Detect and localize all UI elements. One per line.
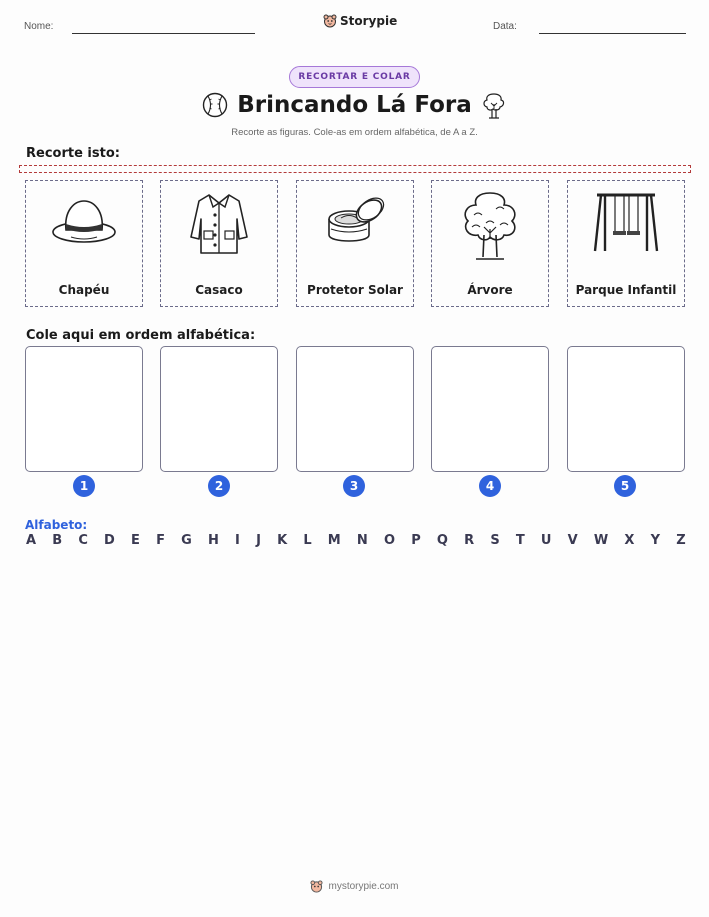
date-label: Data: [493, 21, 517, 32]
alphabet-letter: D [104, 533, 115, 548]
card-label: Parque Infantil [575, 283, 677, 297]
sunscreen-jar-icon [323, 189, 387, 251]
activity-badge: RECORTAR E COLAR [289, 66, 420, 88]
slot-number-4: 4 [479, 475, 501, 497]
alphabet-letter: L [303, 533, 312, 548]
name-label: Nome: [24, 21, 54, 32]
instructions: Recorte as figuras. Cole-as em ordem alfabética, de A a Z. [231, 127, 478, 138]
alphabet-letter: E [131, 533, 140, 548]
alphabet-letter: H [207, 533, 219, 548]
cut-section-heading: Recorte isto: [26, 146, 120, 161]
brand-name: Storypie [340, 14, 398, 28]
page-title: Brincando Lá Fora [237, 92, 472, 118]
cut-card-hat[interactable] [25, 180, 143, 307]
paste-section-heading: Cole aqui em ordem alfabética: [26, 328, 256, 343]
brand-logo [323, 14, 397, 28]
card-label: Casaco [195, 283, 243, 297]
storypie-mascot-icon [323, 14, 337, 28]
alphabet-letter: J [256, 533, 261, 548]
slot-number-5: 5 [614, 475, 636, 497]
cut-card-sunscreen[interactable] [296, 180, 414, 307]
alphabet-letter: M [327, 533, 341, 548]
card-label: Chapéu [58, 283, 110, 297]
paste-slot-2[interactable] [160, 346, 278, 472]
alphabet-letter: I [235, 533, 240, 548]
alphabet-letter: G [181, 533, 192, 548]
alphabet-letter: B [52, 533, 63, 548]
paste-slot-1[interactable] [25, 346, 143, 472]
tree-icon [456, 189, 524, 263]
alphabet-letter: C [78, 533, 88, 548]
cut-line [19, 165, 691, 173]
cut-card-tree[interactable] [431, 180, 549, 307]
name-line [72, 33, 255, 34]
slot-number-3: 3 [343, 475, 365, 497]
alphabet-letter: S [490, 533, 500, 548]
swing-set-icon [591, 189, 661, 255]
paste-slot-3[interactable] [296, 346, 414, 472]
alphabet-letter: P [411, 533, 421, 548]
alphabet-letter: F [156, 533, 165, 548]
tree-small-icon [480, 91, 508, 121]
alphabet-letter: N [356, 533, 368, 548]
alphabet-letter: V [567, 533, 578, 548]
alphabet-letter: K [277, 533, 288, 548]
slot-number-2: 2 [208, 475, 230, 497]
alphabet-letter: Y [650, 533, 661, 548]
slot-number-1: 1 [73, 475, 95, 497]
alphabet-letter: Q [436, 533, 448, 548]
card-label: Protetor Solar [307, 283, 403, 297]
footer [0, 880, 709, 893]
cut-card-swing-set[interactable] [567, 180, 685, 307]
alphabet-row [26, 533, 686, 548]
alphabet-letter: A [26, 533, 37, 548]
footer-url[interactable]: mystorypie.com [328, 881, 399, 892]
alphabet-letter: O [383, 533, 396, 548]
alphabet-heading: Alfabeto: [25, 518, 88, 532]
paste-slot-5[interactable] [567, 346, 685, 472]
hat-icon [49, 189, 119, 251]
alphabet-letter: R [464, 533, 475, 548]
date-line [539, 33, 686, 34]
alphabet-letter: T [515, 533, 525, 548]
alphabet-letter: W [593, 533, 609, 548]
card-label: Árvore [467, 283, 513, 297]
alphabet-letter: X [624, 533, 635, 548]
storypie-mascot-icon [310, 880, 323, 893]
alphabet-letter: Z [676, 533, 686, 548]
alphabet-letter: U [540, 533, 552, 548]
coat-icon [183, 189, 255, 261]
cut-card-coat[interactable] [160, 180, 278, 307]
paste-slot-4[interactable] [431, 346, 549, 472]
